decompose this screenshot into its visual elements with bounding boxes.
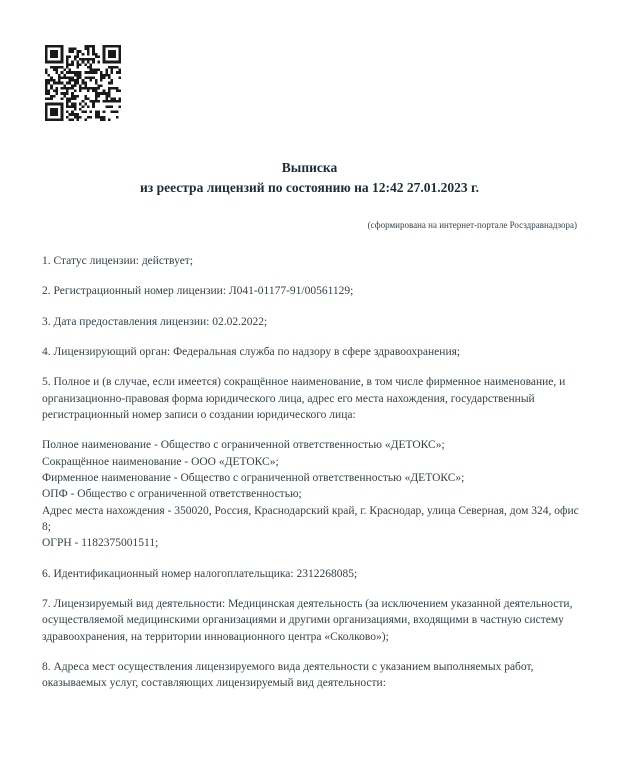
qr-code-icon [42, 45, 124, 121]
company-details-block [42, 437, 582, 551]
address-line: Адрес места нахождения - 350020, Россия, Краснодарский край, г. Краснодар, улица Северная, дом 324, офис 8; [42, 504, 579, 533]
license-date-item: 3. Дата предоставления лицензии: 02.02.2022; [42, 315, 268, 328]
document-title [0, 158, 619, 197]
document-title-line2: из реестра лицензий по состоянию на 12:42 27.01.2023 г. [140, 179, 479, 195]
legal-entity-heading-item: 5. Полное и (в случае, если имеется) сокращённое наименование, в том числе фирменное наименование, и организационно-правовая форма юридического лица, адрес его места нахождения, государственный регистрационный номер записи о создании юридического лица: [42, 376, 566, 421]
opf-line: ОПФ - Общество с ограниченной ответственностью; [42, 488, 302, 501]
document-subtitle: (сформирована на интернет-портале Росздравнадзора) [367, 220, 577, 230]
inn-item: 6. Идентификационный номер налогоплательщика: 2312268085; [42, 567, 358, 580]
licensed-activity-item: 7. Лицензируемый вид деятельности: Медицинская деятельность (за исключением указанной деятельности, осуществляемой медицинскими организациями и другими организациями, входящими в частную систему здравоохранения, на территории инновационного центра «Сколково»); [42, 597, 573, 643]
licensing-authority-item: 4. Лицензирующий орган: Федеральная служба по надзору в сфере здравоохранения; [42, 345, 461, 358]
license-status-item: 1. Статус лицензии: действует; [42, 255, 194, 267]
ogrn-line: ОГРН - 1182375001511; [42, 537, 159, 550]
document-body [42, 253, 582, 706]
document-title-line1: Выписка [281, 160, 338, 175]
activity-addresses-item: 8. Адреса мест осуществления лицензируемого вида деятельности с указанием выполняемых работ, оказываемых услуг, составляющих лицензируемый вид деятельности: [42, 660, 534, 690]
brand-name-line: Фирменное наименование - Общество с ограниченной ответственностью «ДЕТОКС»; [42, 471, 465, 484]
full-name-line: Полное наименование - Общество с ограниченной ответственностью «ДЕТОКС»; [42, 439, 445, 452]
short-name-line: Сокращённое наименование - ООО «ДЕТОКС»; [42, 455, 279, 468]
registration-number-item: 2. Регистрационный номер лицензии: Л041-01177-91/00561129; [42, 285, 354, 298]
